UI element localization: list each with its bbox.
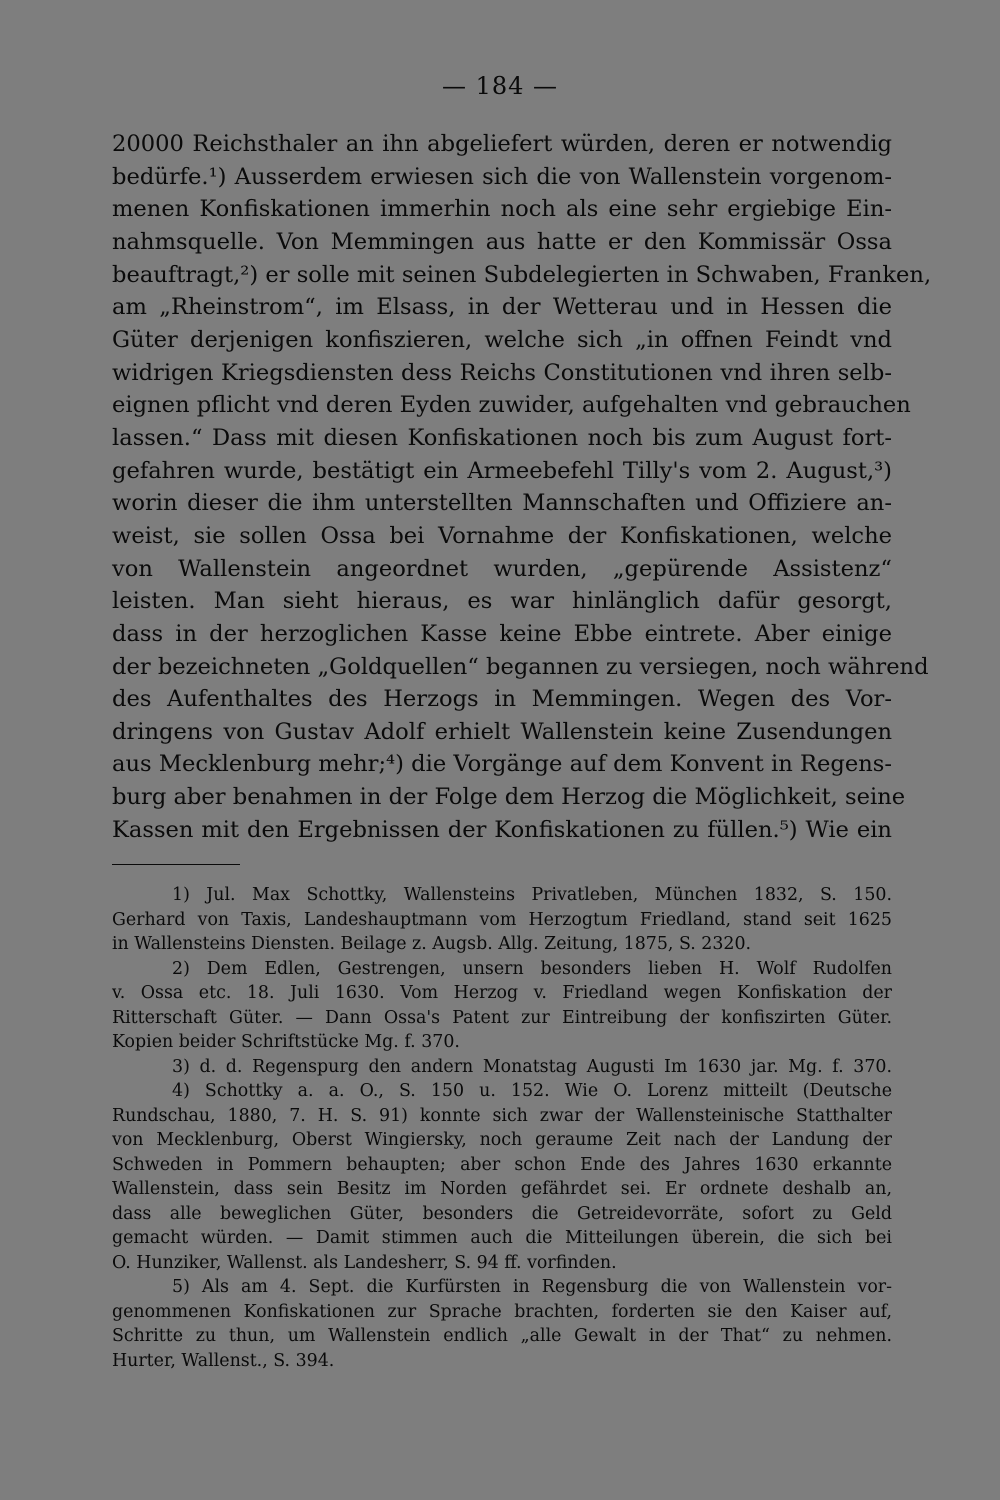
text-line: des Aufenthaltes des Herzogs in Memmingen. Wegen des Vor- bbox=[112, 686, 892, 713]
text-line: 20000 Reichsthaler an ihn abgeliefert würden, deren er notwendig bbox=[112, 131, 892, 157]
text-line: nahmsquelle. Von Memmingen aus hatte er den Kommissär Ossa bbox=[112, 228, 892, 255]
text-line: aus Mecklenburg mehr;⁴) die Vorgänge auf dem Konvent in Regens- bbox=[112, 751, 892, 778]
footnote-line: 2) Dem Edlen, Gestrengen, unsern besonders lieben H. Wolf Rudolfen bbox=[172, 958, 892, 979]
footnote-line: Wallenstein, dass sein Besitz im Norden gefährdet sei. Er ordnete deshalb an, bbox=[112, 1179, 892, 1199]
footnote-line: v. Ossa etc. 18. Juli 1630. Vom Herzog v. Friedland wegen Konfiskation der bbox=[112, 983, 892, 1003]
text-line: weist, sie sollen Ossa bei Vornahme der Konfiskationen, welche bbox=[112, 522, 892, 549]
footnote-line: gemacht würden. — Damit stimmen auch die Mitteilungen überein, die sich bei bbox=[112, 1228, 892, 1248]
text-line: gefahren wurde, bestätigt ein Armeebefehl Tilly's vom 2. August,³) bbox=[112, 457, 892, 484]
text-line: Güter derjenigen konfiszieren, welche sich „in offnen Feindt vnd bbox=[112, 326, 892, 353]
text-line: burg aber benahmen in der Folge dem Herzog die Möglichkeit, seine bbox=[112, 784, 906, 811]
text-line: dringens von Gustav Adolf erhielt Wallenstein keine Zusendungen bbox=[112, 718, 892, 745]
footnote-line: Schweden in Pommern behaupten; aber schon Ende des Jahres 1630 erkannte bbox=[112, 1154, 892, 1175]
text-line: von Wallenstein angeordnet wurden, „gepürende Assistenz“ bbox=[112, 555, 892, 582]
text-line: widrigen Kriegsdiensten dess Reichs Constitutionen vnd ihren selb- bbox=[112, 359, 892, 386]
page-number: — 184 — bbox=[441, 72, 559, 100]
footnote-line: 1) Jul. Max Schottky, Wallensteins Privatleben, München 1832, S. 150. bbox=[172, 885, 892, 905]
footnote-line: Ritterschaft Güter. — Dann Ossa's Patent zur Eintreibung der konfiszirten Güter. bbox=[112, 1007, 892, 1028]
footnote-line: Gerhard von Taxis, Landeshauptmann vom Herzogtum Friedland, stand seit 1625 bbox=[112, 909, 892, 930]
footnote-line: dass alle beweglichen Güter, besonders die Getreidevorräte, sofort zu Geld bbox=[112, 1203, 892, 1224]
footnotes-block bbox=[112, 883, 892, 1373]
text-line: dass in der herzoglichen Kasse keine Ebbe eintrete. Aber einige bbox=[112, 620, 892, 647]
footnote-line: 4) Schottky a. a. O., S. 150 u. 152. Wie O. Lorenz mitteilt (Deutsche bbox=[172, 1081, 892, 1101]
footnote-line: Kopien beider Schriftstücke Mg. f. 370. bbox=[112, 1032, 460, 1052]
footnote-line: 3) d. d. Regenspurg den andern Monatstag Augusti Im 1630 jar. Mg. f. 370. bbox=[172, 1056, 892, 1077]
text-line: lassen.“ Dass mit diesen Konfiskationen noch bis zum August fort- bbox=[112, 424, 892, 451]
text-line: der bezeichneten „Goldquellen“ begannen zu versiegen, noch während bbox=[112, 653, 929, 680]
footnote-line: in Wallensteins Diensten. Beilage z. Augsb. Allg. Zeitung, 1875, S. 2320. bbox=[112, 934, 752, 954]
text-line: menen Konfiskationen immerhin noch als eine sehr ergiebige Ein- bbox=[112, 196, 892, 223]
footnote-separator bbox=[112, 864, 240, 865]
footnote-line: Schritte zu thun, um Wallenstein endlich „alle Gewalt in der That“ zu nehmen. bbox=[112, 1326, 892, 1346]
main-text-body bbox=[112, 128, 932, 846]
text-line: am „Rheinstrom“, im Elsass, in der Wetterau und in Hessen die bbox=[112, 294, 892, 321]
footnote-line: genommenen Konfiskationen zur Sprache brachten, forderten sie den Kaiser auf, bbox=[112, 1301, 892, 1322]
text-line: Kassen mit den Ergebnissen der Konfiskationen zu füllen.⁵) Wie ein bbox=[112, 816, 892, 843]
text-line: worin dieser die ihm unterstellten Mannschaften und Offiziere an- bbox=[112, 490, 892, 517]
text-line: leisten. Man sieht hieraus, es war hinlänglich dafür gesorgt, bbox=[112, 588, 892, 615]
footnote-line: Hurter, Wallenst., S. 394. bbox=[112, 1350, 335, 1371]
text-line: bedürfe.¹) Ausserdem erwiesen sich die von Wallenstein vorgenom- bbox=[112, 163, 892, 190]
footnote-line: von Mecklenburg, Oberst Wingiersky, noch geraume Zeit nach der Landung der bbox=[112, 1130, 892, 1150]
footnote-line: 5) Als am 4. Sept. die Kurfürsten in Regensburg die von Wallenstein vor- bbox=[172, 1277, 892, 1297]
footnote-line: O. Hunziker, Wallenst. als Landesherr, S. 94 ff. vorfinden. bbox=[112, 1252, 617, 1273]
text-line: beauftragt,²) er solle mit seinen Subdelegierten in Schwaben, Franken, bbox=[112, 261, 932, 288]
text-line: eignen pflicht vnd deren Eyden zuwider, aufgehalten vnd gebrauchen bbox=[112, 392, 911, 419]
footnote-line: Rundschau, 1880, 7. H. S. 91) konnte sich zwar der Wallensteinische Statthalter bbox=[112, 1105, 892, 1126]
